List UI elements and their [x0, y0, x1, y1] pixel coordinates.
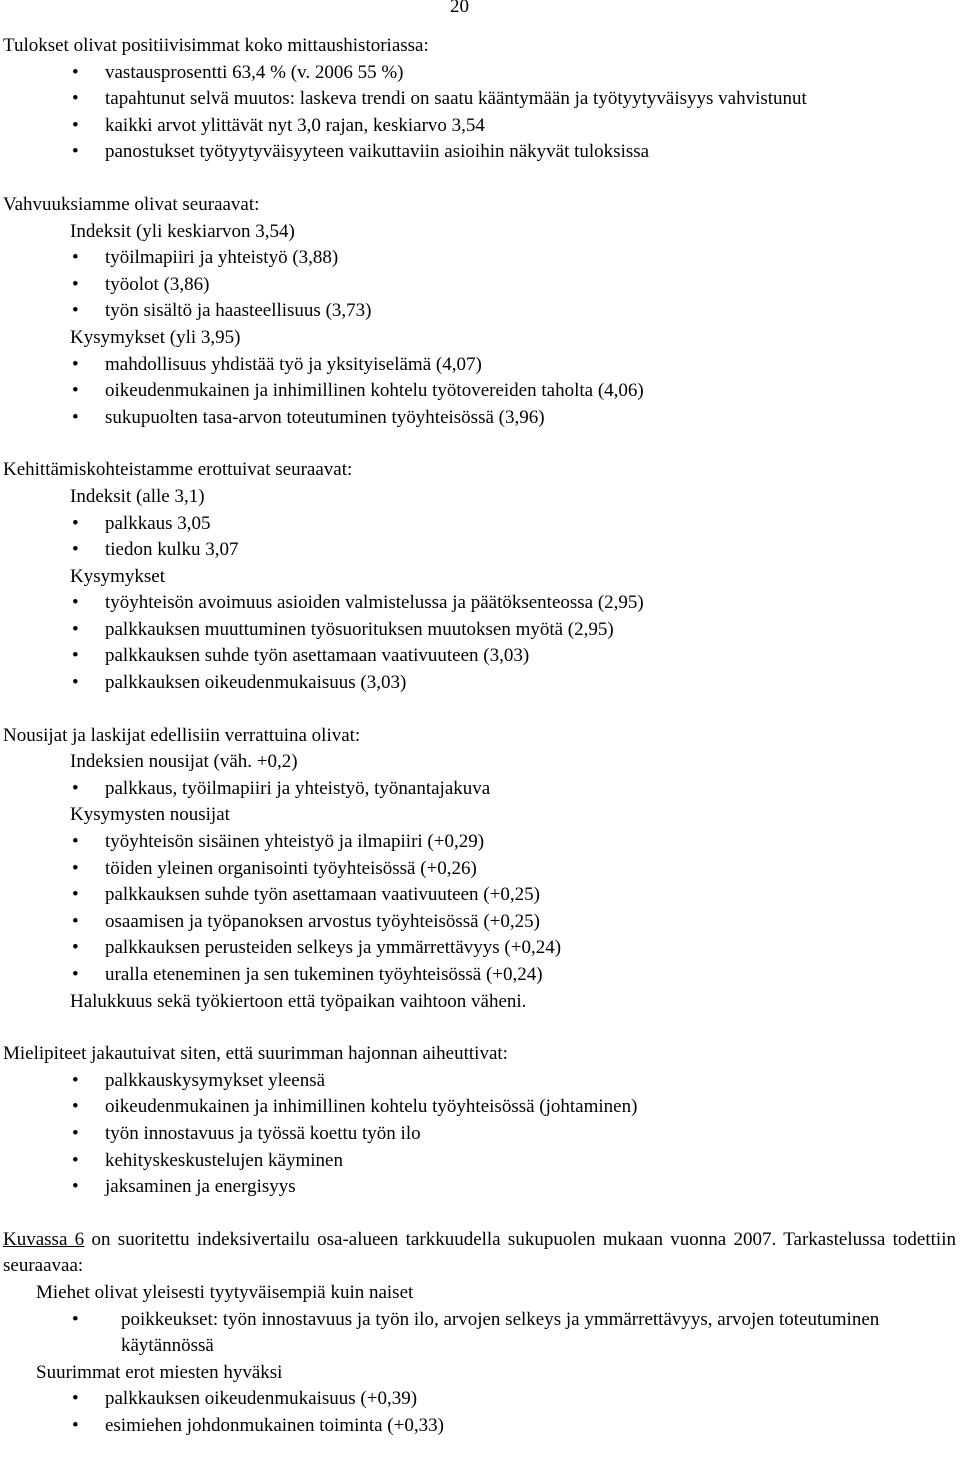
differences-list [3, 1386, 958, 1439]
figure-paragraph-text: on suoritettu indeksivertailu osa-alueen tarkkuudella sukupuolen mukaan vuonna 2007. Tarkastelussa todettiin seuraavaa: [3, 1228, 956, 1277]
development-heading: Kehittämiskohteistamme erottuivat seuraavat: [3, 459, 353, 481]
risers-questions-list [3, 829, 958, 989]
list-item: • palkkauksen muuttuminen työsuorituksen muutoksen myötä (2,95) [3, 617, 958, 644]
strengths-heading: Vahvuuksiamme olivat seuraavat: [3, 193, 260, 215]
list-item: • sukupuolten tasa-arvon toteutuminen työyhteisössä (3,96) [3, 405, 958, 432]
list-item: • poikkeukset: työn innostavuus ja työn ilo, arvojen selkeys ja ymmärrettävyys, arvojen toteutuminen käytännössä [3, 1307, 958, 1360]
list-item: • kaikki arvot ylittävät nyt 3,0 rajan, keskiarvo 3,54 [3, 113, 958, 140]
opinions-section [3, 1041, 958, 1201]
list-item: • palkkauskysymykset yleensä [3, 1068, 958, 1095]
document-body [3, 33, 958, 1466]
list-item: • osaamisen ja työpanoksen arvostus työyhteisössä (+0,25) [3, 909, 958, 936]
list-item: • uralla eteneminen ja sen tukeminen työyhteisössä (+0,24) [3, 962, 958, 989]
strengths-indices-list [3, 245, 958, 325]
development-indices-list [3, 511, 958, 564]
risers-indices-label: Indeksien nousijat (väh. +0,2) [70, 751, 298, 773]
strengths-questions-list [3, 352, 958, 432]
list-item: • työn sisältö ja haasteellisuus (3,73) [3, 298, 958, 325]
differences-label: Suurimmat erot miesten hyväksi [36, 1361, 283, 1383]
figure-link[interactable]: Kuvassa 6 [3, 1228, 85, 1250]
results-list [3, 60, 958, 166]
development-questions-list [3, 590, 958, 696]
list-item: • töiden yleinen organisointi työyhteisössä (+0,26) [3, 856, 958, 883]
list-item: • työn innostavuus ja työssä koettu työn ilo [3, 1121, 958, 1148]
risers-heading: Nousijat ja laskijat edellisiin verrattuina olivat: [3, 724, 361, 746]
results-section [3, 33, 958, 166]
list-item: • palkkaus 3,05 [3, 511, 958, 538]
risers-section [3, 723, 958, 1016]
strengths-indices-label: Indeksit (yli keskiarvon 3,54) [70, 220, 295, 242]
development-questions-label: Kysymykset [70, 565, 165, 587]
list-item: • palkkauksen suhde työn asettamaan vaativuuteen (3,03) [3, 643, 958, 670]
results-heading: Tulokset olivat positiivisimmat koko mittaushistoriassa: [3, 35, 429, 56]
list-item: • työyhteisön avoimuus asioiden valmistelussa ja päätöksenteossa (2,95) [3, 590, 958, 617]
list-item: • vastausprosentti 63,4 % (v. 2006 55 %) [3, 60, 958, 87]
list-item: • jaksaminen ja energisyys [3, 1174, 958, 1201]
list-item: • työyhteisön sisäinen yhteistyö ja ilmapiiri (+0,29) [3, 829, 958, 856]
list-item: • mahdollisuus yhdistää työ ja yksityiselämä (4,07) [3, 352, 958, 379]
figure-paragraph [3, 1227, 958, 1280]
list-item: • työolot (3,86) [3, 272, 958, 299]
opinions-list [3, 1068, 958, 1201]
figure-section [3, 1227, 958, 1440]
strengths-questions-label: Kysymykset (yli 3,95) [70, 326, 241, 348]
men-list [3, 1307, 958, 1360]
list-item: • tiedon kulku 3,07 [3, 537, 958, 564]
list-item: • palkkauksen oikeudenmukaisuus (3,03) [3, 670, 958, 697]
list-item: • tapahtunut selvä muutos: laskeva trendi on saatu kääntymään ja työtyytyväisyys vahvistunut [3, 86, 958, 113]
list-item: • oikeudenmukainen ja inhimillinen kohtelu työyhteisössä (johtaminen) [3, 1094, 958, 1121]
risers-closing-text: Halukkuus sekä työkiertoon että työpaikan vaihtoon väheni. [70, 990, 527, 1012]
development-section [3, 457, 958, 696]
risers-indices-list [3, 776, 958, 803]
development-indices-label: Indeksit (alle 3,1) [70, 485, 205, 507]
list-item: • panostukset työtyytyväisyyteen vaikuttaviin asioihin näkyvät tuloksissa [3, 139, 958, 166]
strengths-section [3, 192, 958, 431]
page-number: 20 [450, 0, 469, 17]
list-item: • palkkauksen suhde työn asettamaan vaativuuteen (+0,25) [3, 882, 958, 909]
opinions-heading: Mielipiteet jakautuivat siten, että suurimman hajonnan aiheuttivat: [3, 1043, 508, 1065]
list-item: • kehityskeskustelujen käyminen [3, 1148, 958, 1175]
list-item: • esimiehen johdonmukainen toiminta (+0,33) [3, 1413, 958, 1440]
list-item: • palkkauksen oikeudenmukaisuus (+0,39) [3, 1386, 958, 1413]
list-item: • työilmapiiri ja yhteistyö (3,88) [3, 245, 958, 272]
list-item: • palkkaus, työilmapiiri ja yhteistyö, työnantajakuva [3, 776, 958, 803]
list-item: • oikeudenmukainen ja inhimillinen kohtelu työtovereiden taholta (4,06) [3, 378, 958, 405]
list-item: • palkkauksen perusteiden selkeys ja ymmärrettävyys (+0,24) [3, 935, 958, 962]
men-label: Miehet olivat yleisesti tyytyväisempiä kuin naiset [36, 1281, 414, 1303]
risers-questions-label: Kysymysten nousijat [70, 804, 230, 826]
